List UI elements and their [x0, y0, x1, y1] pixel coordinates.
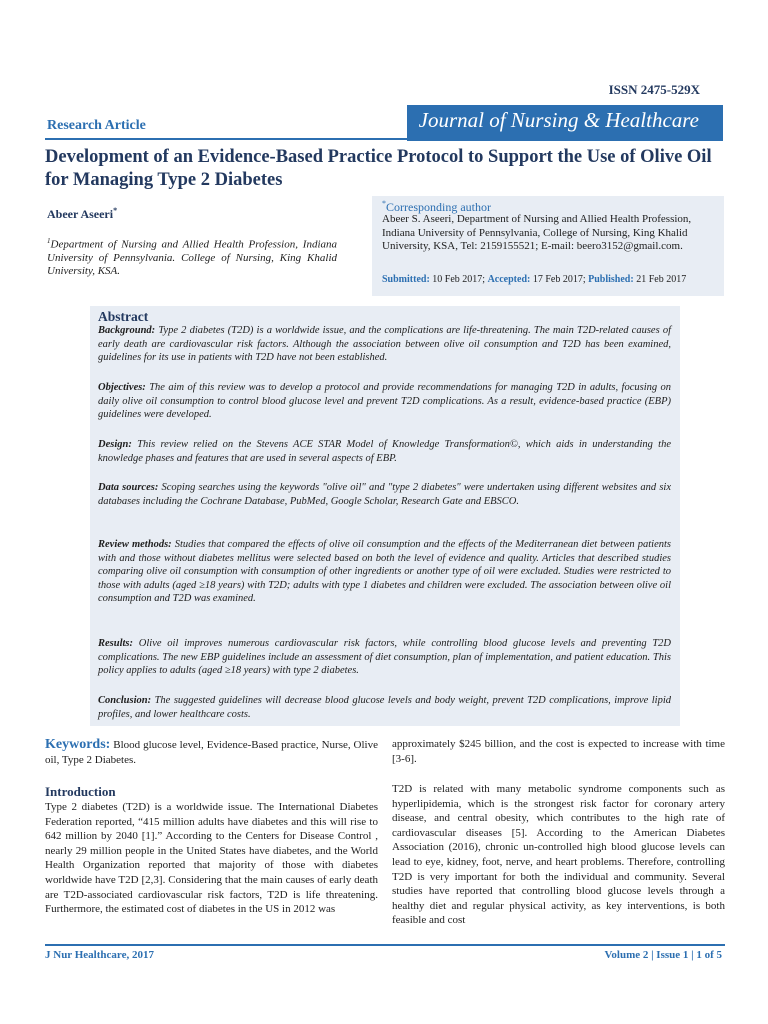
- right-column-paragraph: T2D is related with many metabolic syndrome components such as hyperlipidemia, which is the strongest risk factor for coronary artery disease, and central obesity, which contributes to the high rate of cardiovascular diseases [5]. According to the American Diabetes Association (2016), chronic un-controlled high blood glucose levels can lead to eye, kidney, foot, nerve, and heart problems. Therefore, controlling T2D is very important for both the individual and community. Several studies have reported that controlling blood glucose levels through a healthy diet and regular physical activity, as key interventions, is both feasible and cost: [392, 783, 725, 927]
- introduction-heading: Introduction: [45, 784, 116, 799]
- author-name: Abeer Aseeri*: [47, 206, 118, 221]
- footer-citation: J Nur Healthcare, 2017: [45, 949, 154, 961]
- publication-dates: Submitted: 10 Feb 2017; Accepted: 17 Feb 2017; Published: 21 Feb 2017: [382, 274, 687, 285]
- author-affiliation: $^1$Department of Nursing and Allied Health Profession, Indiana University of Pennsylvania. College of Nursing, King Khalid University, KSA.: [47, 237, 337, 277]
- keywords: [45, 737, 378, 768]
- footer-page-info: Volume 2 | Issue 1 | 1 of 5: [604, 949, 722, 961]
- article-type: Research Article: [47, 118, 146, 133]
- journal-name: Journal of Nursing & Healthcare: [418, 108, 699, 132]
- corresponding-author-box: [372, 196, 724, 296]
- header-rule: [45, 138, 407, 140]
- introduction-text: Type 2 diabetes (T2D) is a worldwide issue. The International Diabetes Federation reported, “415 million adults have diabetes and this will rise to 642 million by 2040 [1].” According to the Centers for Disease Control , nearly 29 million people in the United States have diabetes, and the World Health Organization reported that majority of those with diabetes worldwide have T2D [2,3]. Considering that the main causes of early death are T2D-associated cardiovascular risk factors, T2D is life threatening. Furthermore, the estimated cost of diabetes in the US in 2012 was: [45, 801, 378, 916]
- issn: ISSN 2475-529X: [608, 82, 700, 97]
- article-title: Development of an Evidence-Based Practice Protocol to Support the Use of Olive Oil for Managing Type 2 Diabetes: [45, 147, 712, 190]
- abstract-background: Background: Type 2 diabetes (T2D) is a worldwide issue, and the complications are life-threatening. The main T2D-related causes of early death are cardiovascular risk factors. Although the association between olive oil consumption and T2D has been examined, guidelines for its use in patients with T2D have not been established.: [98, 325, 671, 363]
- abstract-objectives: Objectives: The aim of this review was to develop a protocol and provide recommendations for managing T2D in adults, focusing on daily olive oil consumption to control blood glucose level and prevent T2D complications. As a result, evidence-based practice (EBP) guidelines were developed.: [98, 382, 672, 420]
- abstract-heading: Abstract: [98, 309, 149, 324]
- abstract-box: [90, 306, 680, 726]
- abstract-data-sources: Data sources: Scoping searches using the keywords "olive oil" and "type 2 diabetes" were undertaken using different websites and six databases including the Cochrane Database, PubMed, Google Scholar, Research Gate and EBSCO.: [98, 482, 672, 507]
- abstract-conclusion: Conclusion: The suggested guidelines will decrease blood glucose levels and body weight, prevent T2D complications, improve lipid profiles, and lower healthcare costs.: [98, 695, 672, 720]
- footer-rule: [45, 944, 725, 946]
- corresponding-author-text: Abeer S. Aseeri, Department of Nursing and Allied Health Profession, Indiana University of Pennsylvania, College of Nursing, King Khalid University, KSA, Tel: 2159155521; E-mail: beero3152@gmail.com.: [382, 213, 692, 252]
- abstract-design: Design: This review relied on the Stevens ACE STAR Model of Knowledge Transformation©, which aids in understanding the knowledge phases and features that are used in several aspects of EBP.: [98, 439, 672, 464]
- abstract-results: Results: Olive oil improves numerous cardiovascular risk factors, while controlling blood glucose levels and preventing T2D complications. The new EBP guidelines include an assessment of diet consumption, plan of implementation, and patient education. This policy applies to adults (aged ≥18 years) with type 2 diabetes.: [98, 638, 672, 676]
- keywords-text: Blood glucose level, Evidence-Based practice, Nurse, Olive oil, Type 2 Diabetes.: [45, 739, 378, 766]
- keywords-label: Keywords:: [45, 737, 111, 752]
- journal-banner: [407, 105, 723, 141]
- abstract-review-methods: Review methods: Studies that compared the effects of olive oil consumption and the effects of the Mediterranean diet between patients with and those without diabetes mellitus were selected based on both the level of evidence and quality. Articles that described studies comparing olive oil consumption with consumption of other ingredients or another type of oil were excluded. Studies were restricted to those with adults (aged ≥18 years) with T2D; adults with type 1 diabetes and children were excluded. The association between olive oil consumption and T2D was examined.: [98, 539, 671, 604]
- corresponding-author-title: *Corresponding author: [382, 199, 491, 214]
- right-column-continuation: approximately $245 billion, and the cost is expected to increase with time [3-6].: [392, 738, 725, 765]
